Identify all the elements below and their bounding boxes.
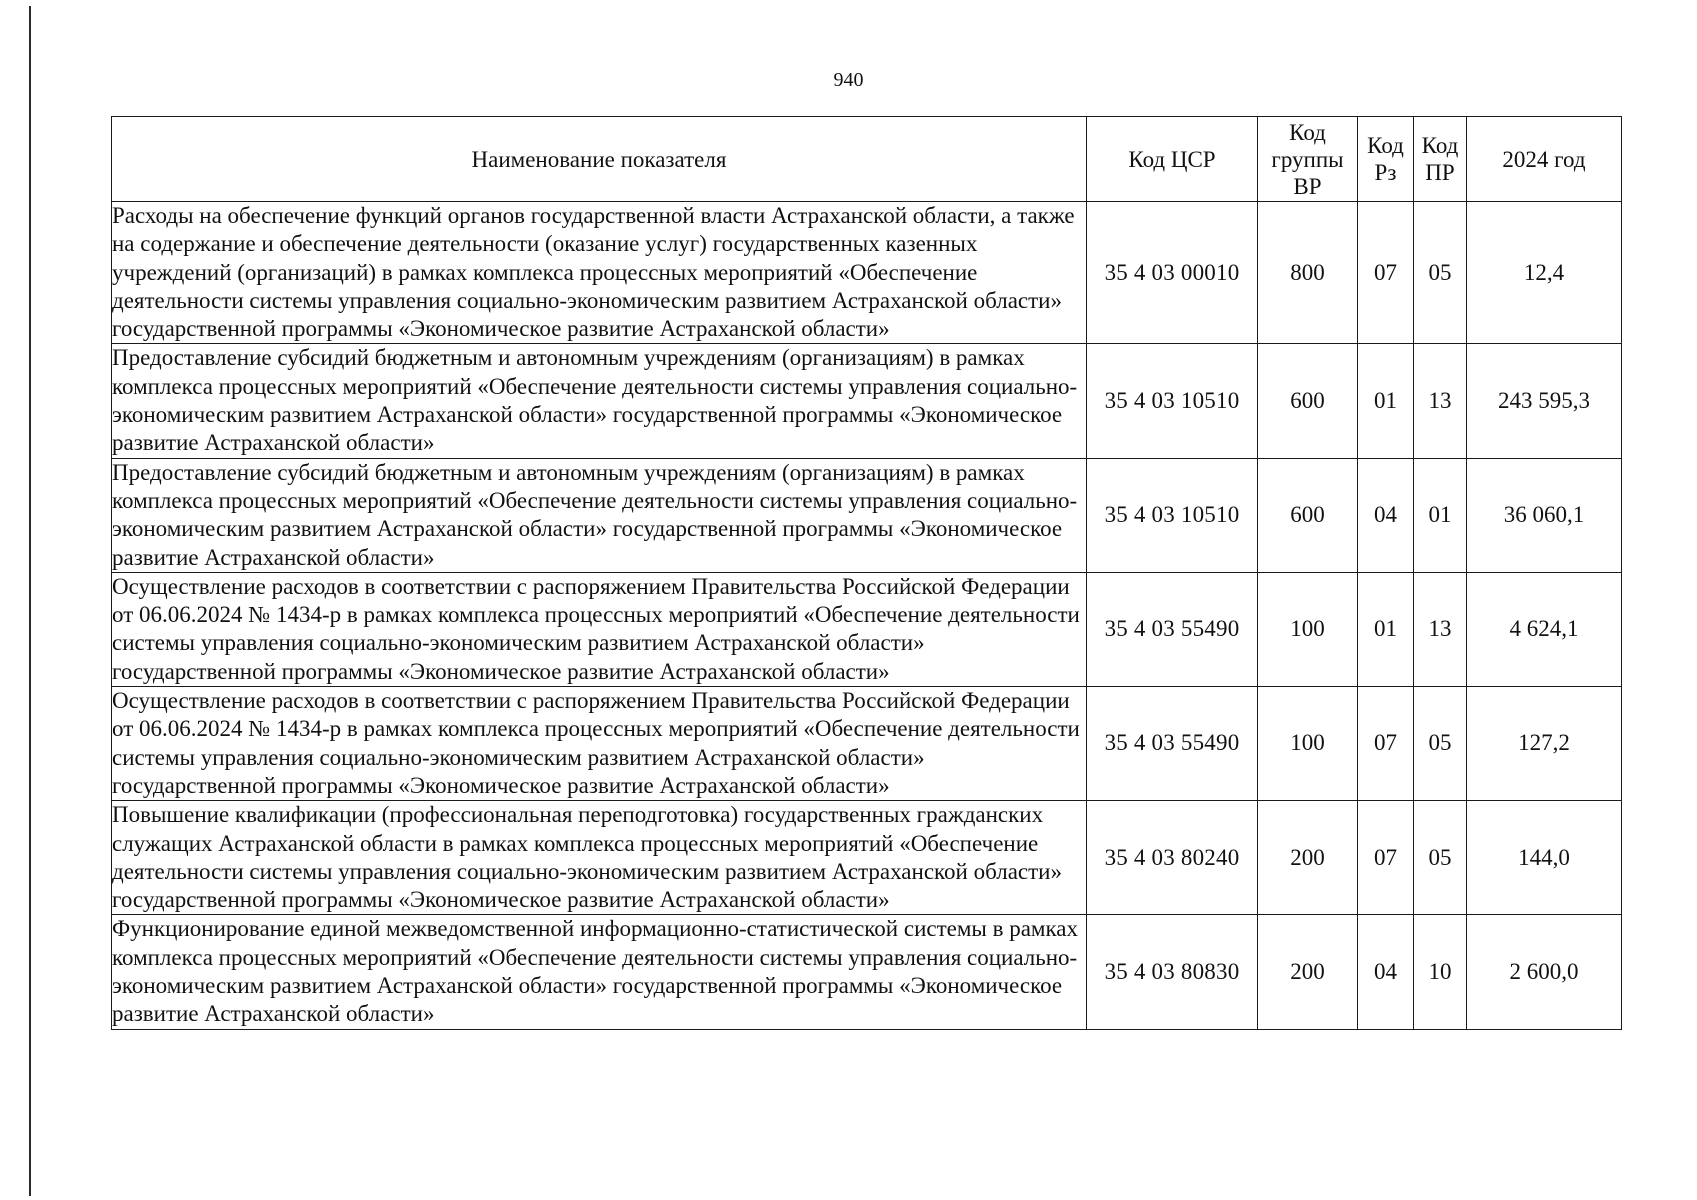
row-pr-code: 05 (1414, 202, 1467, 344)
row-amount: 144,0 (1467, 801, 1622, 915)
row-vr-code: 800 (1258, 202, 1358, 344)
table-row (112, 572, 1622, 686)
row-amount: 243 595,3 (1467, 344, 1622, 458)
row-rz-code: 07 (1358, 801, 1414, 915)
table-row (112, 458, 1622, 572)
row-pr-code: 13 (1414, 572, 1467, 686)
header-csr-code: Код ЦСР (1087, 117, 1258, 202)
table-row (112, 202, 1622, 344)
row-csr-code: 35 4 03 55490 (1087, 687, 1258, 801)
row-name: Повышение квалификации (профессиональная переподготовка) государственных гражданских служащих Астраханской области в рамках комплекса процессных мероприятий «Обеспечение деятельности системы управления социально-экономическим развитием Астраханской области» государственной программы «Экономическое развитие Астраханской области» (112, 801, 1087, 915)
header-name: Наименование показателя (112, 117, 1087, 202)
row-name: Осуществление расходов в соответствии с распоряжением Правительства Российской Федерации от 06.06.2024 № 1434-р в рамках комплекса процессных мероприятий «Обеспечение деятельности системы управления социально-экономическим развитием Астраханской области» государственной программы «Экономическое развитие Астраханской области» (112, 572, 1087, 686)
header-year-2024: 2024 год (1467, 117, 1622, 202)
header-vr-group-code: Код группы ВР (1258, 117, 1358, 202)
row-amount: 4 624,1 (1467, 572, 1622, 686)
row-csr-code: 35 4 03 10510 (1087, 458, 1258, 572)
row-csr-code: 35 4 03 80240 (1087, 801, 1258, 915)
row-pr-code: 01 (1414, 458, 1467, 572)
row-csr-code: 35 4 03 00010 (1087, 202, 1258, 344)
row-rz-code: 01 (1358, 344, 1414, 458)
page-margin-line (29, 6, 31, 1196)
row-vr-code: 200 (1258, 915, 1358, 1029)
budget-table (111, 116, 1622, 1030)
table-header (112, 117, 1622, 202)
row-vr-code: 200 (1258, 801, 1358, 915)
table-row (112, 801, 1622, 915)
row-rz-code: 01 (1358, 572, 1414, 686)
table-body (112, 202, 1622, 1030)
row-csr-code: 35 4 03 55490 (1087, 572, 1258, 686)
row-pr-code: 10 (1414, 915, 1467, 1029)
row-amount: 12,4 (1467, 202, 1622, 344)
row-name: Функционирование единой межведомственной информационно-статистической системы в рамках комплекса процессных мероприятий «Обеспечение деятельности системы управления социально-экономическим развитием Астраханской области» государственной программы «Экономическое развитие Астраханской области» (112, 915, 1087, 1029)
row-name: Расходы на обеспечение функций органов государственной власти Астраханской области, а также на содержание и обеспечение деятельности (оказание услуг) государственных казенных учреждений (организаций) в рамках комплекса процессных мероприятий «Обеспечение деятельности системы управления социально-экономическим развитием Астраханской области» государственной программы «Экономическое развитие Астраханской области» (112, 202, 1087, 344)
row-amount: 127,2 (1467, 687, 1622, 801)
row-pr-code: 05 (1414, 687, 1467, 801)
header-row (112, 117, 1622, 202)
row-rz-code: 07 (1358, 202, 1414, 344)
row-rz-code: 07 (1358, 687, 1414, 801)
row-pr-code: 05 (1414, 801, 1467, 915)
table-row (112, 344, 1622, 458)
row-rz-code: 04 (1358, 458, 1414, 572)
row-name: Предоставление субсидий бюджетным и автономным учреждениям (организациям) в рамках комплекса процессных мероприятий «Обеспечение деятельности системы управления социально-экономическим развитием Астраханской области» государственной программы «Экономическое развитие Астраханской области» (112, 458, 1087, 572)
row-csr-code: 35 4 03 80830 (1087, 915, 1258, 1029)
row-vr-code: 100 (1258, 687, 1358, 801)
row-name: Осуществление расходов в соответствии с распоряжением Правительства Российской Федерации от 06.06.2024 № 1434-р в рамках комплекса процессных мероприятий «Обеспечение деятельности системы управления социально-экономическим развитием Астраханской области» государственной программы «Экономическое развитие Астраханской области» (112, 687, 1087, 801)
row-vr-code: 600 (1258, 458, 1358, 572)
row-amount: 36 060,1 (1467, 458, 1622, 572)
row-amount: 2 600,0 (1467, 915, 1622, 1029)
row-rz-code: 04 (1358, 915, 1414, 1029)
page-number: 940 (833, 69, 864, 91)
row-name: Предоставление субсидий бюджетным и автономным учреждениям (организациям) в рамках комплекса процессных мероприятий «Обеспечение деятельности системы управления социально-экономическим развитием Астраханской области» государственной программы «Экономическое развитие Астраханской области» (112, 344, 1087, 458)
table-row (112, 915, 1622, 1029)
row-csr-code: 35 4 03 10510 (1087, 344, 1258, 458)
row-vr-code: 100 (1258, 572, 1358, 686)
header-pr-code: Код ПР (1414, 117, 1467, 202)
row-pr-code: 13 (1414, 344, 1467, 458)
row-vr-code: 600 (1258, 344, 1358, 458)
table-row (112, 687, 1622, 801)
header-rz-code: Код Рз (1358, 117, 1414, 202)
